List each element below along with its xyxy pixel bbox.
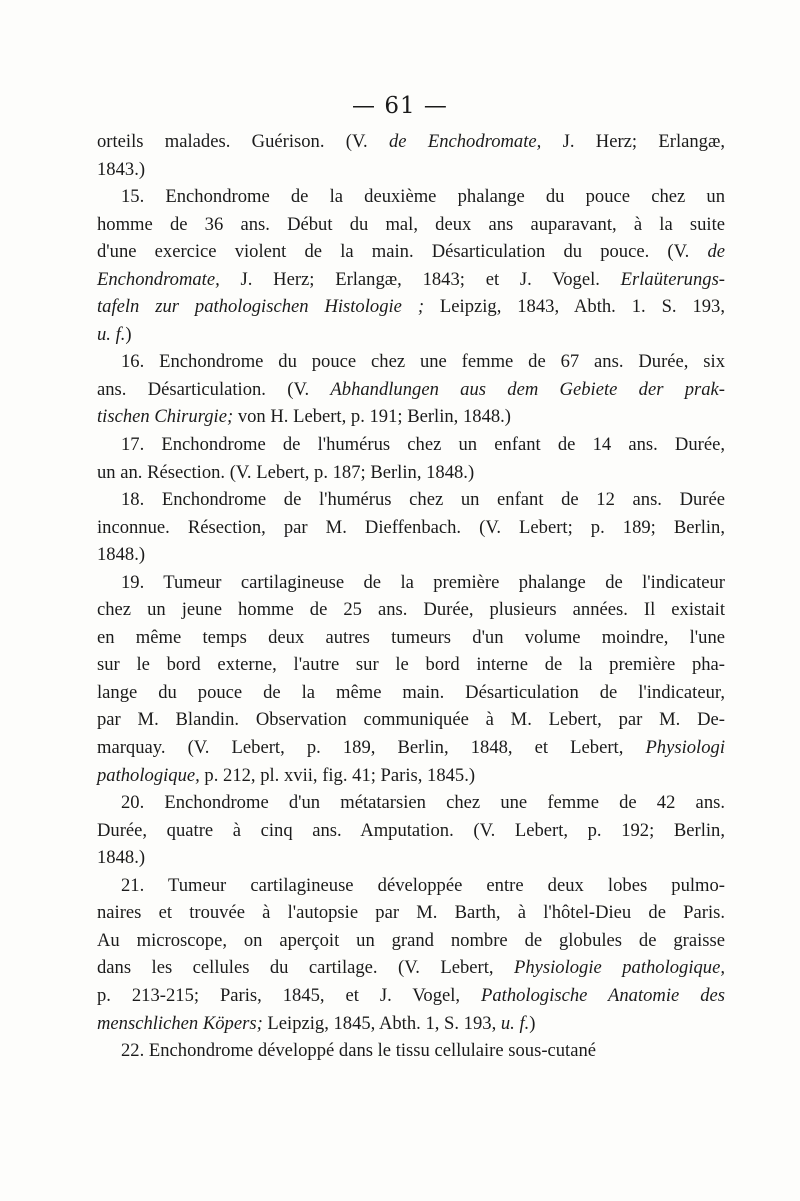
text-run: 17. Enchondrome de l'humérus chez un enfant de 14 ans. Durée,	[121, 434, 725, 456]
text-run: chez un jeune homme de 25 ans. Durée, plusieurs années. Il existait	[97, 599, 725, 621]
text-run: inconnue. Résection, par M. Dieffenbach. (V. Lebert; p. 189; Berlin,	[97, 516, 725, 538]
italic-text-run: de Enchodromate,	[388, 131, 542, 152]
text-line	[97, 596, 725, 624]
text-line	[97, 183, 725, 211]
text-line	[97, 734, 725, 762]
italic-text-run: pathologique,	[97, 764, 200, 786]
text-run: homme de 36 ans. Début du mal, deux ans auparavant, à la suite	[97, 213, 725, 235]
italic-text-run: u. f.	[97, 323, 126, 345]
italic-text-run: Physiologie pathologique,	[513, 957, 725, 979]
text-run: sur le bord externe, l'autre sur le bord interne de la première pha-	[97, 654, 725, 676]
italic-text-run: Pathologische Anatomie des	[481, 984, 725, 1006]
text-line	[97, 927, 725, 955]
text-run: 16. Enchondrome du pouce chez une femme de 67 ans. Durée, six	[121, 351, 725, 373]
text-run: 22. Enchondrome développé dans le tissu cellulaire sous-cutané	[121, 1040, 597, 1062]
text-line	[97, 514, 725, 542]
paragraph	[97, 128, 725, 183]
text-line	[97, 376, 725, 404]
text-run: Au microscope, on aperçoit un grand nombre de globules de graisse	[97, 929, 725, 951]
text-run: par M. Blandin. Observation communiquée à M. Lebert, par M. De-	[97, 709, 725, 731]
text-run: lange du pouce de la même main. Désarticulation de l'indicateur,	[97, 681, 725, 703]
body-text	[97, 128, 725, 1065]
text-run: 1848.)	[97, 544, 146, 566]
italic-text-run: Enchondromate,	[97, 268, 220, 290]
text-run: Durée, quatre à cinq ans. Amputation. (V. Lebert, p. 192; Berlin,	[97, 819, 725, 841]
text-run: en même temps deux autres tumeurs d'un volume moindre, l'une	[97, 626, 725, 648]
text-run: 19. Tumeur cartilagineuse de la première phalange de l'indicateur	[121, 571, 725, 593]
text-line	[97, 872, 725, 900]
text-run: )	[529, 1012, 536, 1034]
paragraph	[97, 1037, 725, 1065]
text-line	[97, 541, 725, 569]
text-run: J. Herz; Erlangæ, 1843; et J. Vogel.	[219, 268, 621, 290]
italic-text-run: Physiologi	[645, 737, 725, 759]
italic-text-run: de	[707, 241, 725, 263]
paragraph	[97, 569, 725, 789]
paragraph	[97, 348, 725, 431]
text-line	[97, 844, 725, 872]
text-line	[97, 899, 725, 927]
text-line	[97, 706, 725, 734]
text-run: un an. Résection. (V. Lebert, p. 187; Berlin, 1848.)	[97, 461, 475, 483]
italic-text-run: Erlaüterungs-	[620, 268, 725, 290]
text-run: ans. Désarticulation. (V.	[97, 378, 331, 400]
text-line	[97, 789, 725, 817]
text-line	[97, 211, 725, 239]
text-line	[97, 569, 725, 597]
text-line	[97, 817, 725, 845]
text-line	[97, 128, 725, 156]
text-line	[97, 266, 725, 294]
text-line	[97, 293, 725, 321]
text-line	[97, 762, 725, 790]
text-run: d'une exercice violent de la main. Désarticulation du pouce. (V.	[97, 241, 708, 263]
text-line	[97, 1010, 725, 1038]
text-run: naires et trouvée à l'autopsie par M. Barth, à l'hôtel-Dieu de Paris.	[97, 902, 725, 924]
paragraph	[97, 789, 725, 872]
text-line	[97, 431, 725, 459]
text-line	[97, 624, 725, 652]
text-line	[97, 982, 725, 1010]
text-run: 15. Enchondrome de la deuxième phalange du pouce chez un	[121, 186, 725, 208]
text-run: p. 212, pl. xvii, fig. 41; Paris, 1845.)	[199, 764, 476, 786]
text-line	[97, 321, 725, 349]
text-line	[97, 348, 725, 376]
paragraph	[97, 183, 725, 348]
text-run: 18. Enchondrome de l'humérus chez un enfant de 12 ans. Durée	[121, 489, 725, 511]
text-run: 1848.)	[97, 847, 146, 869]
italic-text-run: u. f.	[500, 1012, 530, 1034]
paragraph	[97, 431, 725, 486]
paragraph	[97, 486, 725, 569]
italic-text-run: tischen Chirurgie;	[97, 406, 234, 428]
text-run: 21. Tumeur cartilagineuse développée entre deux lobes pulmo-	[121, 874, 725, 896]
italic-text-run: menschlichen Köpers;	[97, 1012, 263, 1034]
text-line	[97, 459, 725, 487]
page-number: — 61 —	[352, 93, 448, 119]
text-run: p. 213-215; Paris, 1845, et J. Vogel,	[97, 984, 482, 1006]
text-run: dans les cellules du cartilage. (V. Lebert,	[97, 957, 514, 979]
text-line	[97, 651, 725, 679]
text-line	[97, 486, 725, 514]
paragraph	[97, 872, 725, 1037]
italic-text-run: tafeln zur pathologischen Histologie ;	[97, 296, 425, 318]
italic-text-run: Abhandlungen aus dem Gebiete der prak-	[330, 378, 725, 400]
text-line	[97, 1037, 725, 1065]
text-line	[97, 403, 725, 431]
text-line	[97, 156, 725, 184]
text-line	[97, 679, 725, 707]
text-run: J. Herz; Erlangæ,	[541, 131, 726, 152]
text-run: Leipzig, 1843, Abth. 1. S. 193,	[424, 296, 726, 318]
text-run: orteils malades. Guérison. (V.	[97, 131, 389, 152]
text-run: 20. Enchondrome d'un métatarsien chez une femme de 42 ans.	[121, 792, 725, 814]
text-run: von H. Lebert, p. 191; Berlin, 1848.)	[233, 406, 511, 428]
text-run: marquay. (V. Lebert, p. 189, Berlin, 1848, et Lebert,	[97, 737, 646, 759]
text-run: )	[125, 323, 132, 345]
text-run: 1843.)	[97, 158, 146, 180]
text-run: Leipzig, 1845, Abth. 1, S. 193,	[262, 1012, 501, 1034]
text-line	[97, 238, 725, 266]
text-line	[97, 954, 725, 982]
